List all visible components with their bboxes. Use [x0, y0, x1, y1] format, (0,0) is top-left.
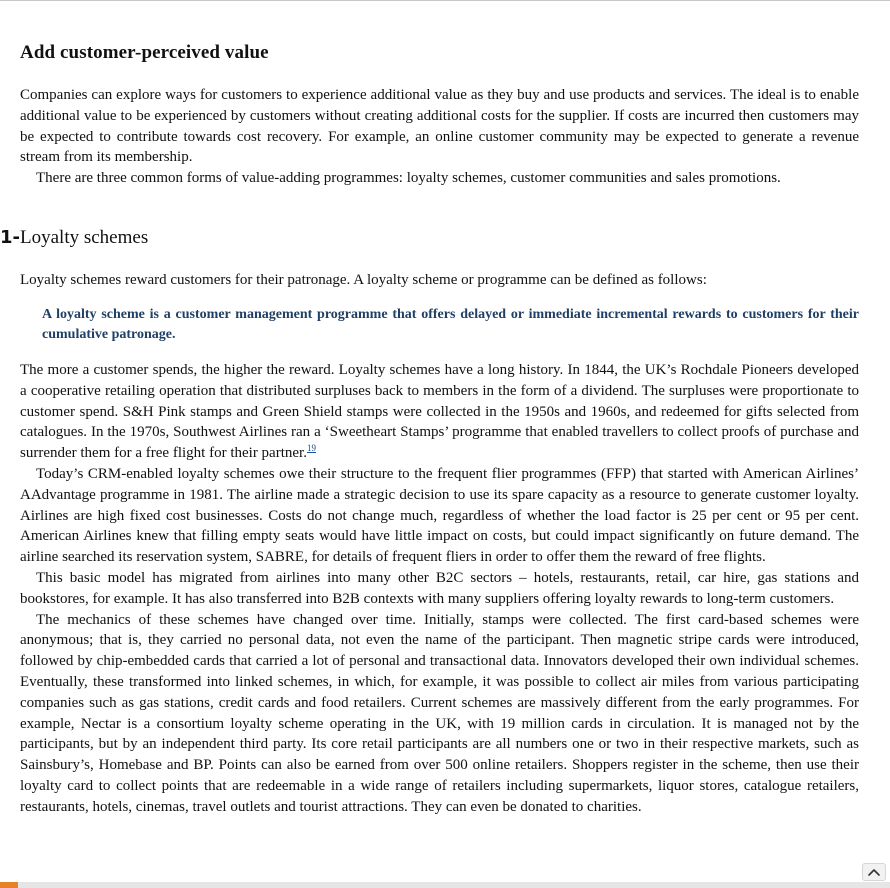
definition-lead-block — [20, 270, 859, 291]
body-paragraph-2: Today’s CRM-enabled loyalty schemes owe their structure to the frequent flier programmes (FFP) that started with American Airlines’ AAdvantage programme in 1981. The airline made a strategic decision to use its spare capacity as a resource to generate customer loyalty. Airlines are high fixed cost businesses. Costs do not change much, regardless of whether the load factor is 25 per cent or 95 per cent. American Airlines knew that filling empty seats would have little impact on costs, but could impact significantly on future demand. The airline searched its reservation system, SABRE, for details of frequent fliers in order to offer them the reward of free flights. — [20, 465, 859, 566]
reading-progress-fill — [0, 882, 18, 888]
heading-text: Loyalty schemes — [20, 227, 149, 248]
loyalty-schemes-heading — [0, 227, 148, 249]
body-paragraph-1 — [20, 360, 859, 464]
intro-paragraph-1: Companies can explore ways for customers to experience additional value as they buy and use products and services. The ideal is to enable additional value to be experienced by customers without creating additional costs for the supplier. If costs are incurred then customers may be expected to contribute towards cost recovery. For example, an online customer community may be expected to generate a revenue stream from its membership. — [20, 87, 859, 166]
intro-paragraph-2: There are three common forms of value-adding programmes: loyalty schemes, customer communities and sales promotions. — [36, 170, 781, 187]
definition-lead-paragraph: Loyalty schemes reward customers for their patronage. A loyalty scheme or programme can be defined as follows: — [20, 272, 707, 288]
scroll-to-top-button[interactable] — [862, 863, 886, 881]
heading-number: 1- — [0, 227, 20, 248]
section-title: Add customer-perceived value — [20, 42, 269, 63]
body-paragraph-3: This basic model has migrated from airlines into many other B2C sectors – hotels, restaurants, retail, car hire, gas stations and bookstores, for example. It has also transferred into B2B contexts with many suppliers offering loyalty rewards to long-term customers. — [20, 569, 859, 607]
loyalty-body — [20, 360, 859, 818]
top-divider — [0, 0, 890, 1]
reading-progress-bar[interactable] — [0, 882, 890, 888]
body-paragraph-4: The mechanics of these schemes have changed over time. Initially, stamps were collected. The first card-based schemes were anonymous; that is, they carried no personal data, not even the name of the participant. Then magnetic stripe cards were introduced, followed by chip-embedded cards that carried a lot of personal and transactional data. Innovators developed their own individual schemes. Eventually, these transformed into linked schemes, in which, for example, it was possible to collect air miles from various participating companies such as gas stations, credit cards and food retailers. Current schemes are massively different from the early programmes. For example, Nectar is a consortium loyalty scheme operating in the UK, with 19 million cards in circulation. It is managed not by the participants, but by an independent third party. Its core retail participants are all numbers one or two in their respective markets, such as Sainsbury’s, Homebase and BP. Points can also be earned from over 500 online retailers. Shoppers register in the scheme, then use their loyalty card to collect points that are redeemable in a wide range of retailers including supermarkets, liquor stores, catalogue retailers, restaurants, hotels, cinemas, travel outlets and tourist attractions. They can even be donated to charities. — [20, 611, 859, 815]
footnote-link[interactable]: 19 — [306, 443, 316, 454]
loyalty-scheme-definition: A loyalty scheme is a customer management programme that offers delayed or immediate incremental rewards to customers for their cumulative patronage. — [42, 307, 859, 342]
body-paragraph-1-text: The more a customer spends, the higher the reward. Loyalty schemes have a long history. In 1844, the UK’s Rochdale Pioneers developed a cooperative retailing operation that distributed surpluses back to members in the form of a dividend. The surpluses were proportionate to customer spend. S&H Pink stamps and Green Shield stamps were collected in the 1950s and 1960s, and redeemed for gifts selected from catalogues. In the 1970s, Southwest Airlines ran a ‘Sweetheart Stamps’ programme that enabled travellers to collect proofs of purchase and surrender them for a free flight for their partner. — [20, 362, 859, 462]
intro-block — [20, 85, 859, 189]
chevron-up-icon — [867, 867, 881, 877]
